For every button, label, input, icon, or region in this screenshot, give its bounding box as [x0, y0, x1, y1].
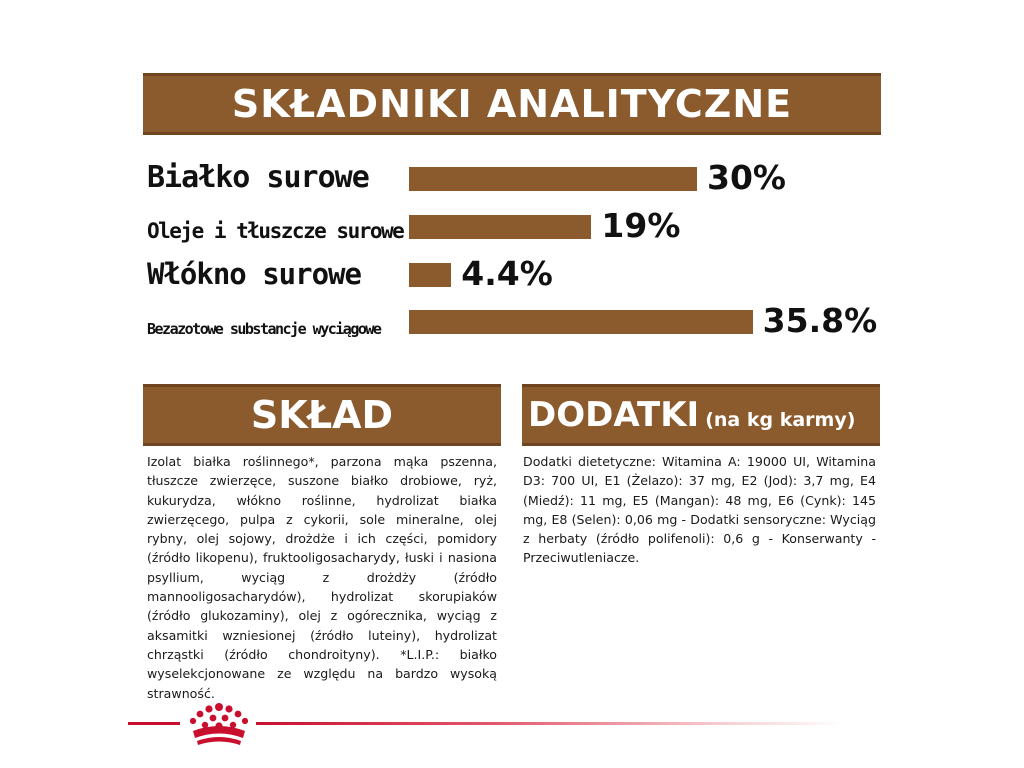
dodatki-subtitle: (na kg karmy) [705, 409, 856, 431]
dodatki-header [522, 384, 880, 446]
nutrient-row-protein [147, 157, 887, 197]
nutrient-value: 4.4% [461, 254, 553, 293]
footer-line-right [256, 722, 846, 725]
nutrient-bar [409, 310, 753, 334]
nutrient-row-nfe [147, 300, 887, 340]
nutrient-bar [409, 215, 591, 239]
sklad-header [143, 384, 501, 446]
analytic-title: SKŁADNIKI ANALITYCZNE [231, 82, 793, 126]
nutrient-label: Oleje i tłuszcze surowe [147, 219, 404, 243]
footer-line-left [128, 722, 180, 725]
nutrient-value: 30% [707, 158, 786, 197]
nutrient-label: Włókno surowe [147, 257, 361, 291]
nutrient-bar [409, 263, 451, 287]
crown-logo-icon [183, 700, 255, 748]
composition-text: Izolat białka roślinnego*, parzona mąka pszenna, tłuszcze zwierzęce, suszone białko drobiowe, ryż, kukurydza, włókno roślinne, hydrolizat białka zwierzęcego, pulpa z cykorii, sole mineralne, olej rybny, olej sojowy, drożdże i ich części, pomidory (źródło likopenu), fruktooligosacharydy, łuski i nasiona psyllium, wyciąg z drożdży (źródło mannooligosacharydów), hydrolizat skorupiaków (źródło glukozaminy), olej z ogórecznika, wyciąg z aksamitki wzniesionej (źródło luteiny), hydrolizat chrząstki (źródło chondroityny). *L.I.P.: białko wyselekcjonowane ze względu na bardzo wysoką strawność. [147, 454, 497, 701]
nutrient-row-fiber [147, 253, 887, 293]
nutrient-row-fat [147, 205, 887, 245]
nutrient-label: Białko surowe [147, 160, 369, 195]
additives-text: Dodatki dietetyczne: Witamina A: 19000 UI, Witamina D3: 700 UI, E1 (Żelazo): 37 mg, E2 (Jod): 3,7 mg, E4 (Miedź): 11 mg, E5 (Mangan): 48 mg, E6 (Cynk): 145 mg, E8 (Selen): 0,06 mg - Dodatki sensoryczne: Wyciąg z herbaty (źródło polifenoli): 0,6 g - Konserwanty - Przeciwutleniacze. [523, 454, 876, 566]
nutrient-value: 19% [601, 206, 681, 245]
sklad-title: SKŁAD [250, 393, 394, 437]
nutrient-label: Bezazotowe substancje wyciągowe [147, 320, 381, 338]
nutrient-value: 35.8% [762, 301, 878, 340]
analytic-header [143, 73, 881, 135]
nutrient-bar [409, 167, 697, 191]
dodatki-title: DODATKI [528, 395, 700, 435]
